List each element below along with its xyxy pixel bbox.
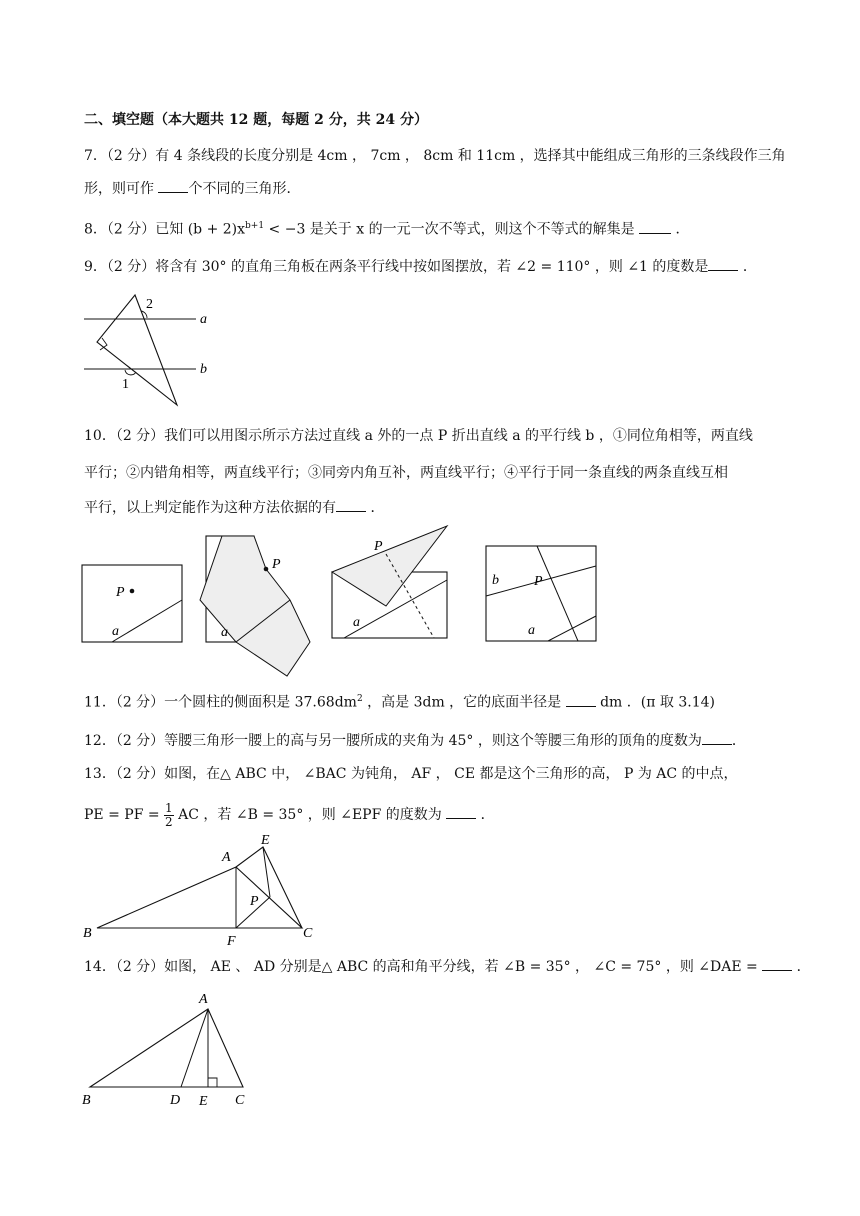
q14-text-b: ． xyxy=(792,959,811,975)
point-b-label: B xyxy=(83,926,92,941)
q12-text-b: ． xyxy=(731,733,746,749)
answer-blank[interactable] xyxy=(639,219,671,234)
line-a-label: a xyxy=(221,625,228,640)
fold-step-2 xyxy=(200,536,310,676)
q7-text-b: 个不同的三角形． xyxy=(188,181,301,197)
q11-exponent: 2 xyxy=(356,694,363,704)
q12-line xyxy=(84,730,746,751)
figure-q10 xyxy=(78,532,608,678)
point-p-label: P xyxy=(534,574,543,589)
angle-2-label: 2 xyxy=(146,297,153,312)
answer-blank[interactable] xyxy=(566,692,596,707)
q13-line1: 13．（2 分）如图，在△ ABC 中， ∠BAC 为钝角， AF ， CE 都是这个三角形的高， P 为 AC 的中点， xyxy=(84,766,738,782)
figure-q14 xyxy=(80,990,260,1110)
q11-text-a: 11．（2 分）一个圆柱的侧面积是 37.68dm xyxy=(84,694,357,711)
line-b-label: b xyxy=(200,362,207,377)
fold-step-3 xyxy=(332,526,447,638)
line-a-label: a xyxy=(112,624,119,639)
q9-line xyxy=(84,256,757,277)
q8-exponent: b+1 xyxy=(245,221,265,231)
fraction-denominator: 2 xyxy=(165,814,173,829)
angle-1-label: 1 xyxy=(122,377,129,392)
point-d-label: D xyxy=(170,1093,181,1108)
fold-step-1 xyxy=(82,565,182,642)
q8-text-a: 8．（2 分）已知 (b + 2)x xyxy=(84,221,246,238)
q7-text-a: 形，则可作 xyxy=(84,181,159,197)
point-c-label: C xyxy=(303,926,313,941)
q7-line1: 7．（2 分）有 4 条线段的长度分别是 4cm ， 7cm ， 8cm 和 11cm ，选择其中能组成三角形的三条线段作三角 xyxy=(84,148,786,164)
q10-line2: 平行；②内错角相等，两直线平行；③同旁内角互补，两直线平行；④平行于同一条直线的两条直线互相 xyxy=(84,465,728,481)
q10-line1: 10．（2 分）我们可以用图示所示方法过直线 a 外的一点 P 折出直线 a 的平行线 b ，①同位角相等，两直线 xyxy=(84,428,753,444)
point-p-label: P xyxy=(272,557,281,572)
q11-text-b: ，高是 3dm ，它的底面半径是 xyxy=(362,694,566,711)
line-a-label: a xyxy=(528,623,535,638)
answer-blank[interactable] xyxy=(446,804,476,819)
answer-blank[interactable] xyxy=(336,497,366,512)
answer-blank[interactable] xyxy=(158,178,188,193)
q13-text-b: AC ，若 ∠B = 35° ，则 ∠EPF 的度数为 xyxy=(173,807,447,823)
q8-text-c: ． xyxy=(671,221,690,238)
q13-text-a: PE = PF = xyxy=(84,807,165,823)
q10-text-a: 平行，以上判定能作为这种方法依据的有 xyxy=(84,500,336,516)
figure-q9 xyxy=(80,290,220,412)
point-p-label: P xyxy=(116,585,125,600)
q8-text-b: < −3 是关于 x 的一元一次不等式，则这个不等式的解集是 xyxy=(264,221,640,238)
q11-text-c: dm ．(π 取 3.14) xyxy=(595,694,715,711)
answer-blank[interactable] xyxy=(702,730,732,745)
point-p-label: P xyxy=(374,539,383,554)
fraction-numerator: 1 xyxy=(165,800,173,815)
point-e-label: E xyxy=(199,1094,208,1109)
fraction-one-half xyxy=(164,802,174,829)
q12-text-a: 12．（2 分）等腰三角形一腰上的高与另一腰所成的夹角为 45° ，则这个等腰三角形的顶角的度数为 xyxy=(84,733,702,749)
q13-line2 xyxy=(84,798,495,832)
point-c-label: C xyxy=(235,1093,245,1108)
point-a-label: A xyxy=(222,850,231,865)
q14-line xyxy=(84,956,811,977)
point-p-label: P xyxy=(250,894,259,909)
q10-line3 xyxy=(84,497,384,518)
point-a-label: A xyxy=(199,992,208,1007)
section-title: 二、填空题（本大题共 12 题，每题 2 分，共 24 分） xyxy=(84,112,428,128)
line-b-label: b xyxy=(492,573,499,588)
line-a-label: a xyxy=(200,312,207,327)
q13-text-c: ． xyxy=(476,807,495,823)
q10-text-b: ． xyxy=(366,500,385,516)
point-b-label: B xyxy=(82,1093,91,1108)
line-a-label: a xyxy=(353,615,360,630)
q8-line xyxy=(84,216,690,240)
answer-blank[interactable] xyxy=(762,956,792,971)
figure-q13 xyxy=(80,830,330,950)
q9-text-b: ． xyxy=(738,259,757,275)
q7-line2 xyxy=(84,178,300,199)
q11-line xyxy=(84,689,715,713)
answer-blank[interactable] xyxy=(708,256,738,271)
q14-text-a: 14．（2 分）如图， AE 、 AD 分别是△ ABC 的高和角平分线，若 ∠B = 35° ， ∠C = 75° ，则 ∠DAE = xyxy=(84,959,763,975)
q9-text-a: 9．（2 分）将含有 30° 的直角三角板在两条平行线中按如图摆放，若 ∠2 = 110° ，则 ∠1 的度数是 xyxy=(84,259,709,275)
fold-step-4 xyxy=(486,546,596,641)
point-f-label: F xyxy=(227,934,236,949)
point-e-label: E xyxy=(261,833,270,848)
